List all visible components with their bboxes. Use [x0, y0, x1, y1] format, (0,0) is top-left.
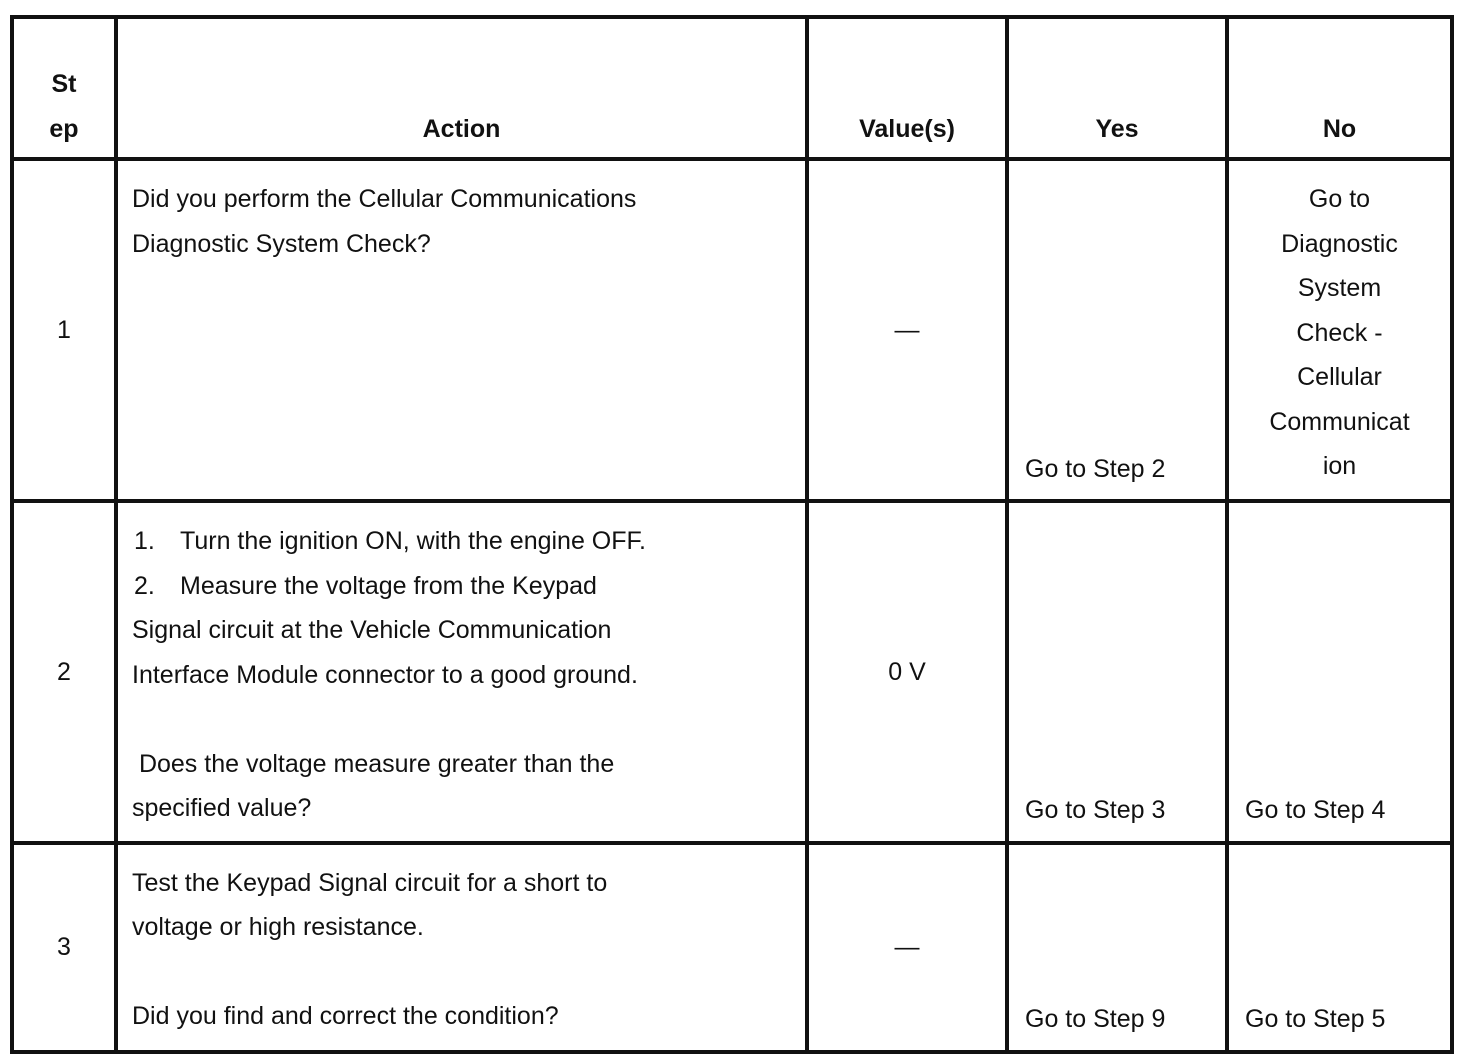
list-item: 2. Measure the voltage from the Keypad: [134, 571, 597, 600]
table-row: [12, 501, 1452, 843]
value-cell: —: [807, 159, 1007, 501]
action-cell: Did you perform the Cellular Communications Diagnostic System Check?: [116, 159, 807, 501]
header-step: St ep: [12, 17, 116, 159]
value-cell: —: [807, 843, 1007, 1052]
yes-cell: Go to Step 2: [1007, 159, 1227, 501]
value-cell: 0 V: [807, 501, 1007, 843]
action-cell: 1. Turn the ignition ON, with the engine OFF. 2. Measure the voltage from the Keypad Signal circuit at the Vehicle Communication Interface Module connector to a good ground. Does the voltage measure greater than the specified value?: [116, 501, 807, 843]
header-action: Action: [116, 17, 807, 159]
action-cell: Test the Keypad Signal circuit for a short to voltage or high resistance. Did you find and correct the condition?: [116, 843, 807, 1052]
header-no: No: [1227, 17, 1452, 159]
no-cell: Go to Step 5: [1227, 843, 1452, 1052]
yes-cell: Go to Step 3: [1007, 501, 1227, 843]
step-number: 1: [12, 159, 116, 501]
no-cell: Go to Step 4: [1227, 501, 1452, 843]
header-yes: Yes: [1007, 17, 1227, 159]
list-item: 1. Turn the ignition ON, with the engine OFF.: [134, 527, 646, 555]
table-row: [12, 159, 1452, 501]
diagnostic-table: [10, 15, 1454, 1054]
table-row: [12, 843, 1452, 1052]
header-row: [12, 17, 1452, 159]
step-number: 3: [12, 843, 116, 1052]
diagnostic-table-frame: [10, 15, 1450, 1050]
step-number: 2: [12, 501, 116, 843]
header-values: Value(s): [807, 17, 1007, 159]
no-cell: Go to Diagnostic System Check - Cellular Communicat ion: [1227, 159, 1452, 501]
yes-cell: Go to Step 9: [1007, 843, 1227, 1052]
